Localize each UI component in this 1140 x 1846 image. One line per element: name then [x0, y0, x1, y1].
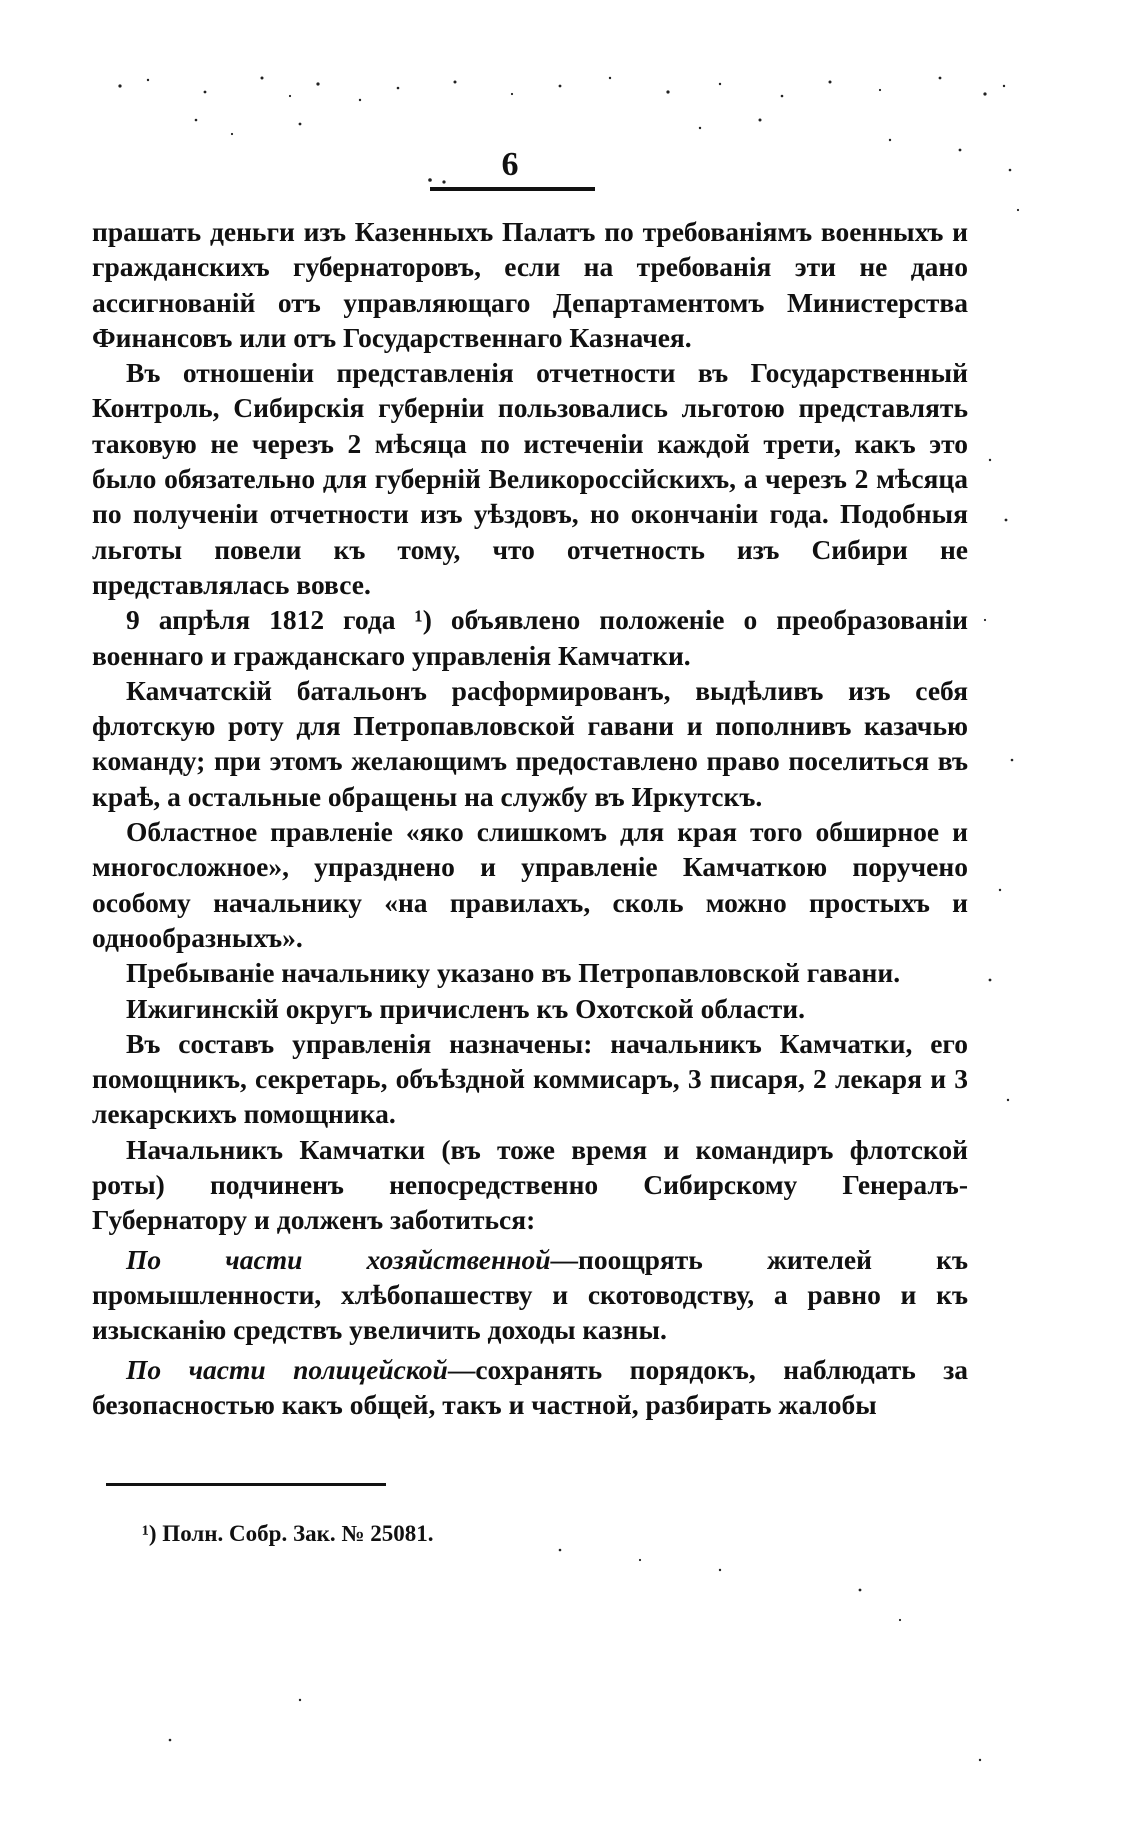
paragraph [92, 955, 968, 990]
paragraph [92, 1352, 968, 1423]
paragraph [92, 1132, 968, 1238]
paragraph-text: Начальникъ Камчатки (въ тоже время и командиръ флотской роты) подчиненъ непосредственно Сибирскому Генералъ-Губернатору и долженъ заботиться: [92, 1133, 968, 1236]
paragraph-text: Пребываніе начальнику указано въ Петропавловской гавани. [126, 957, 901, 989]
paragraph-text: Ижигинскій округъ причисленъ къ Охотской области. [126, 992, 806, 1024]
paragraph-text: Камчатскій батальонъ расформированъ, выдѣливъ изъ себя флотскую роту для Петропавловской гавани и пополнивъ казачью команду; при этомъ желающимъ предоставлено право поселиться въ краѣ, а остальные обращены на службу въ Иркутскъ. [92, 674, 968, 812]
paragraph-text: прашать деньги изъ Казенныхъ Палатъ по требованіямъ военныхъ и гражданскихъ губернаторовъ, если на требованія эти не дано ассигнованій отъ управляющаго Департаментомъ Министерства Финансовъ или отъ Государственнаго Казначея. [92, 216, 968, 353]
paragraph-text: Въ составъ управленія назначены: начальникъ Камчатки, его помощникъ, секретарь, объѣздной коммисаръ, 3 писаря, 2 лекаря и 3 лекарскихъ помощника. [92, 1027, 968, 1130]
paragraph [92, 1242, 968, 1348]
page-number-wrap [420, 148, 600, 182]
paragraph-text: —сохранять порядокъ, наблюдать за безопасностью какъ общей, такъ и частной, разбирать жалобы [92, 1353, 968, 1420]
paragraph-text: —поощрять жителей къ промышленности, хлѣбопашеству и скотоводству, а равно и къ изысканію средствъ увеличить доходы казны. [92, 1243, 968, 1346]
page-number: 6 [501, 146, 519, 183]
paragraph-heading: По части полицейской [126, 1353, 448, 1385]
footnote: ¹) Полн. Собр. Зак. № 25081. [142, 1521, 434, 1546]
paragraph-text: Областное правленіе «яко слишкомъ для края того обширное и многосложное», упразднено и управленіе Камчаткою поручено особому начальнику «на правилахъ, сколь можно простыхъ и однообразныхъ». [92, 816, 968, 953]
paragraph [92, 602, 968, 673]
footnote-divider [106, 1483, 386, 1486]
paragraph [92, 214, 968, 355]
paragraph-text: 9 апрѣля 1812 года ¹) объявлено положеніе о преобразованіи военнаго и гражданскаго управленія Камчатки. [92, 604, 968, 671]
page-number-rule [430, 187, 595, 191]
paragraph-text: Въ отношеніи представленія отчетности въ Государственный Контроль, Сибирскія губерніи пользовались льготою представлять таковую не черезъ 2 мѣсяца по истеченіи каждой трети, какъ это было обязательно для губерній Великороссійскихъ, а черезъ 2 мѣсяца по полученіи отчетности изъ уѣздовъ, но окончаніи года. Подобныя льготы повели къ тому, что отчетность изъ Сибири не представлялась вовсе. [92, 357, 968, 600]
paragraph [92, 355, 968, 602]
paragraph [92, 814, 968, 955]
paragraph [92, 991, 968, 1026]
paragraph [92, 673, 968, 814]
paragraph-heading: По части хозяйственной [126, 1243, 551, 1275]
paragraph [92, 1026, 968, 1132]
main-body-text [92, 214, 968, 1422]
